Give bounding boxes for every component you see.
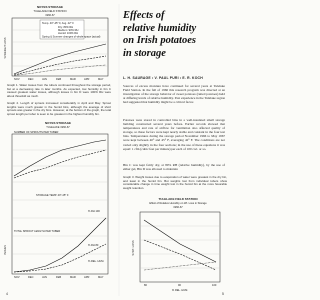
article-title-line: relative humidity xyxy=(123,22,197,34)
graph-3-xlabel: % REL. HUM. xyxy=(171,289,189,292)
graph-2-right-label-1: % RH 100 xyxy=(88,210,100,213)
article-title-line: Effects of xyxy=(123,10,165,21)
graph-1-x-ticks xyxy=(14,77,104,81)
graph-2-xtick: FEB xyxy=(56,276,62,279)
graph-2-gridlines xyxy=(12,150,108,254)
graph-2-line-sprouts-humid xyxy=(14,140,106,176)
graph-2-panel-title-2: STORAGE TEMP. 40°-45° F xyxy=(36,194,69,197)
article-title-line: in storage xyxy=(123,47,166,59)
article-paragraph: Sources of excess moisture have continued for several years at Tulelake Field Station. In the fall of 1966 this research program was directed at an investigation of the storage behavior of sweet potatoes (rutted potatoes) held at differing levels of relative humidity. Past experience in the Tulelake region had suggested that humidity might be a critical factor. xyxy=(123,84,225,105)
graph-2-xtick: MAR xyxy=(70,276,76,279)
article-title-line: on Irish potatoes xyxy=(123,35,196,46)
graph-2-header-2: TULELAKE 1966-67 xyxy=(46,126,70,129)
graph-3-line-respiration xyxy=(144,262,216,270)
article-authors: L. H. SAURAGE • V. PAUL PURI • E. R. KOCH xyxy=(123,76,203,80)
graph-2-right-label-3: % REL. HUM. xyxy=(88,260,105,263)
article-title xyxy=(123,10,223,60)
graph-3-header-1: TULELAKE FIELD STATION xyxy=(158,197,198,201)
graph-3-plot-area xyxy=(140,212,220,282)
graph-3-gridlines xyxy=(140,226,220,268)
graph-3-xtick: 90 xyxy=(178,284,181,287)
graph-1-legend-1: Temp. 40°-45° F, Avg. 42° F xyxy=(42,22,74,25)
graph-1-xtick: DEC xyxy=(28,78,34,81)
graph-3-ylabel: % WT. LOSS xyxy=(132,240,135,256)
graph-1-header-2: TULELAKE FIELD STATION xyxy=(33,10,67,13)
graph-1-line-medium xyxy=(14,56,106,75)
graph-1-caption: Graph 1. Water losses from the tubers continued throughout the storage period, but at a decreasing rate in later months. As expected, low humidity in bin C caused greatest water losses, although losses in bin D were 100% RH were about threefold as much. xyxy=(7,84,111,98)
graph-1-legend-3: Medium: 90% RH xyxy=(58,29,79,32)
graph-1-legend-4: Humid: 100% RH xyxy=(58,32,79,35)
graph-2-xtick: JAN xyxy=(42,276,47,279)
graph-3-header-2: Effect of Relative Humidity on Wt. Loss in Storage xyxy=(149,202,207,205)
graph-2-xtick: DEC xyxy=(28,276,34,279)
graph-2-xtick: APR xyxy=(84,276,90,279)
graph-2-xtick: MAY xyxy=(98,276,104,279)
graph-3-xtick: 80 xyxy=(144,284,147,287)
page-number-left: 4 xyxy=(6,292,8,296)
graph-3-line-evaporation xyxy=(144,240,216,270)
graph-3-weight-loss xyxy=(131,197,220,292)
graph-2-xtick: NOV xyxy=(14,276,20,279)
graph-2-panel-title-1: NUMBER OF SPROUTS PER TUBER xyxy=(14,131,59,134)
page-number-right: 5 xyxy=(222,292,224,296)
graph-2-ylabel: INCHES xyxy=(4,245,7,255)
graph-1-xtick: MAY xyxy=(98,78,104,81)
graph-1-header-3: 1966-67 xyxy=(45,14,55,17)
graph-1-xtick: APR xyxy=(84,78,90,81)
graph-1-legend-5: Spring & Summer changes of whole space (actual) xyxy=(42,35,101,39)
graph-2-panel-title-3: TOTAL SPROUT LENGTH PER TUBER xyxy=(14,230,61,233)
graph-2-caption: Graph 2. Length of sprouts increased considerably in April and May. Sprout lengths were much greater in the humid bins, although the average of short sprouts was greater in the dry bins. However, at the bottom of the graph, the total sprout length per tuber is seen to be greatest in the highest humidity bin. xyxy=(7,102,111,116)
graph-2-line-sprouts-dry xyxy=(14,150,106,178)
graph-2-plot-area xyxy=(12,134,108,274)
graph-2-right-label-2: % RH 80 xyxy=(88,244,99,247)
graph-2-header-1: NOYES STORAGE xyxy=(44,121,72,125)
article-paragraph: Potatoes were stored in controlled bins in a well-insulated small storage building constructed several years before. Earlier records showed that temperatures and rate of airflow for ventilation also affected quality of storage, so these factors were kept nearly stable and constant in the four test bins. Temperatures during the storage period November 1966 to May 1967 were kept between 40° and 45° F, averaging 42° F. The conditions are not varied only slightly in the four sections; in the use of these equations it was equal: 1 cfm (cubic feet per minute) per each of 100 cwt. or so. xyxy=(123,118,225,151)
graph-1-xtick: FEB xyxy=(56,78,62,81)
graph-3-caption: Graph 3. Weight losses due to evaporation of water were greatest in the dry bin, and least in the humid bin. But weights lost from individual tubers show considerable change in time weight lost in the humid bin at the more favorable weight retention. xyxy=(123,176,227,190)
graph-1-header-1: NOYES STORAGE xyxy=(36,5,64,9)
graph-1-line-humid xyxy=(14,65,106,76)
graph-2-sprouts xyxy=(3,121,108,279)
graph-1-ylabel: % WEIGHT LOSS xyxy=(4,37,7,59)
graph-3-line-total xyxy=(144,220,216,262)
graph-3-header-3: 1966-67 xyxy=(173,206,183,209)
graph-1-xtick: NOV xyxy=(14,78,20,81)
article-paragraph: Bin C was kept fairly dry, at 80% RH (relative humidity), by the use of either gel, Bin D was allowed to maintain xyxy=(123,163,225,172)
graph-3-xtick: 100 xyxy=(212,284,217,287)
graph-1-xtick: MAR xyxy=(70,78,76,81)
graph-2-x-ticks xyxy=(14,275,104,279)
graph-1-water-loss xyxy=(3,5,108,81)
graph-1-xtick: JAN xyxy=(42,78,47,81)
graph-2-line-length-dry xyxy=(14,244,106,272)
graph-1-legend-2: Dry: 80% RH xyxy=(58,26,74,29)
